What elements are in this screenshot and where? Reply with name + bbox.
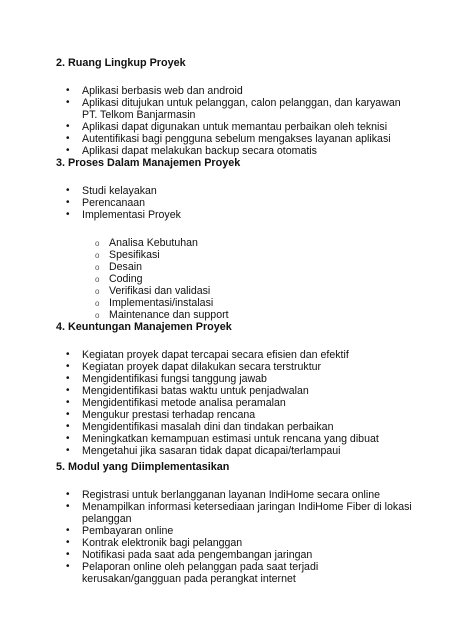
- sub-bullet-list: [56, 237, 416, 321]
- sub-list-item: o Analisa Kebutuhan: [56, 237, 416, 249]
- sub-list-item: o Verifikasi dan validasi: [56, 285, 416, 297]
- list-item: • Studi kelayakan: [56, 185, 416, 197]
- bullet-list: [56, 185, 416, 221]
- section-proses: [56, 157, 416, 321]
- list-item: • Aplikasi berbasis web dan android: [56, 85, 416, 97]
- list-item: • Notifikasi pada saat ada pengembangan jaringan: [56, 549, 416, 561]
- list-item: • Perencanaan: [56, 197, 416, 209]
- sub-list-item: o Coding: [56, 273, 416, 285]
- list-item: • Registrasi untuk berlangganan layanan IndiHome secara online: [56, 489, 416, 501]
- section-heading: 5. Modul yang Diimplementasikan: [56, 461, 230, 473]
- section-heading: 2. Ruang Lingkup Proyek: [56, 57, 186, 69]
- bullet-list: [56, 489, 416, 585]
- list-item: • Aplikasi dapat digunakan untuk memantau perbaikan oleh teknisi: [56, 121, 416, 133]
- list-item: • Kegiatan proyek dapat tercapai secara efisien dan efektif: [56, 349, 416, 361]
- list-item: • Meningkatkan kemampuan estimasi untuk rencana yang dibuat: [56, 433, 416, 445]
- section-ruang-lingkup: [56, 57, 416, 157]
- sub-list-item: o Desain: [56, 261, 416, 273]
- list-item: • Mengidentifikasi fungsi tanggung jawab: [56, 373, 416, 385]
- list-item: • Kegiatan proyek dapat dilakukan secara terstruktur: [56, 361, 416, 373]
- list-item: • Pelaporan online oleh pelanggan pada saat terjadi kerusakan/gangguan pada perangkat internet: [56, 561, 416, 585]
- sub-list-item: o Maintenance dan support: [56, 309, 416, 321]
- list-item: • Aplikasi dapat melakukan backup secara otomatis: [56, 145, 416, 157]
- section-modul: [56, 461, 416, 585]
- list-item: • Kontrak elektronik bagi pelanggan: [56, 537, 416, 549]
- list-item: • Mengukur prestasi terhadap rencana: [56, 409, 416, 421]
- section-heading: 4. Keuntungan Manajemen Proyek: [56, 321, 232, 333]
- list-item: • Menampilkan informasi ketersediaan jaringan IndiHome Fiber di lokasi pelanggan: [56, 501, 416, 525]
- list-item: • Mengidentifikasi masalah dini dan tindakan perbaikan: [56, 421, 416, 433]
- list-item: • Mengetahui jika sasaran tidak dapat dicapai/terlampaui: [56, 445, 416, 457]
- list-item: • Mengidentifikasi metode analisa peramalan: [56, 397, 416, 409]
- list-item: • Aplikasi ditujukan untuk pelanggan, calon pelanggan, dan karyawan PT. Telkom Banjarmasin: [56, 97, 416, 121]
- section-keuntungan: [56, 321, 416, 457]
- sub-list-item: o Implementasi/instalasi: [56, 297, 416, 309]
- list-item: • Pembayaran online: [56, 525, 416, 537]
- bullet-list: [56, 349, 416, 457]
- list-item: • Mengidentifikasi batas waktu untuk penjadwalan: [56, 385, 416, 397]
- list-item: • Implementasi Proyek: [56, 209, 416, 221]
- list-item: • Autentifikasi bagi pengguna sebelum mengakses layanan aplikasi: [56, 133, 416, 145]
- bullet-list: [56, 85, 416, 157]
- sub-list-item: o Spesifikasi: [56, 249, 416, 261]
- section-heading: 3. Proses Dalam Manajemen Proyek: [56, 157, 241, 169]
